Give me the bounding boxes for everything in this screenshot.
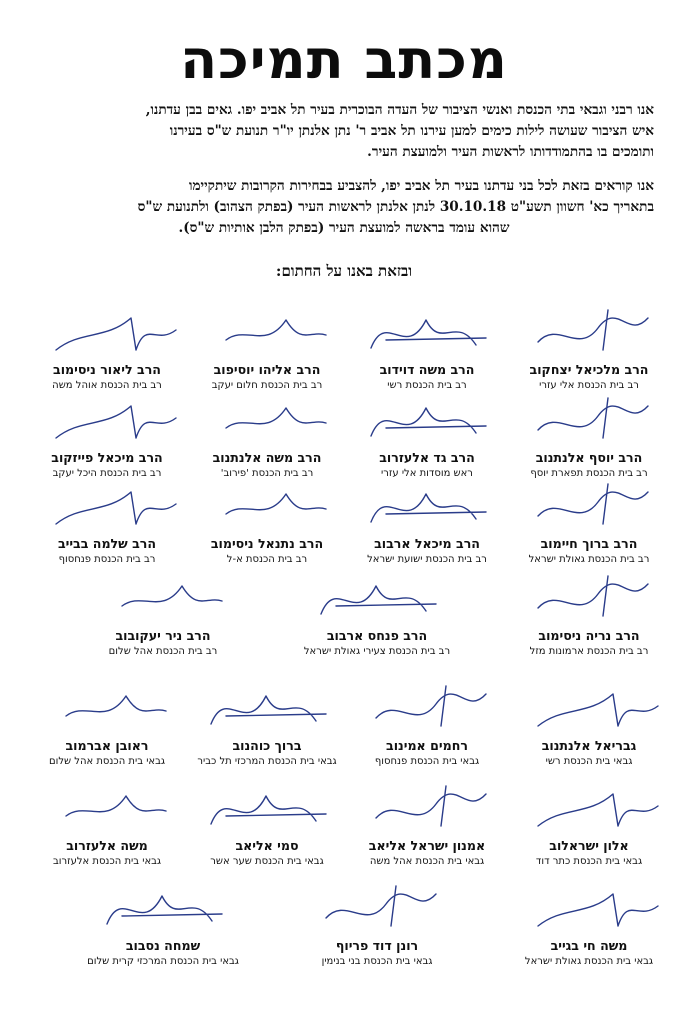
handwritten-signature (186, 676, 348, 740)
signature-stroke (66, 796, 166, 816)
vote-line: בתאריך כא' חשוון תשע"ט 30.10.18 לנתן אלנתן לראשות העיר (בפתק הצהוב) ולתנועת ש"ס (137, 199, 654, 215)
handwritten-signature (296, 566, 458, 630)
signer-role: גבאי בית הכנסת שער אשר (210, 856, 324, 867)
signer-name: הרב נריה ניסימוב (538, 628, 640, 643)
signature-stroke (538, 694, 658, 726)
handwritten-signature (296, 876, 458, 940)
signer-role: רב בית הכנסת היכל יעקב (52, 468, 162, 479)
signature-block (26, 388, 188, 488)
handwritten-signature (26, 388, 188, 452)
signature-block (508, 388, 670, 488)
signature-block (186, 776, 348, 876)
call-to-vote-paragraph (34, 176, 654, 239)
signature-stroke (538, 576, 648, 616)
handwritten-signature (346, 300, 508, 364)
signature-stroke (122, 586, 222, 606)
signature-stroke (538, 894, 658, 926)
handwritten-signature (346, 676, 508, 740)
signature-stroke (211, 796, 326, 824)
signature-block (26, 676, 188, 776)
intro-paragraph (34, 100, 654, 163)
signature-block (346, 776, 508, 876)
signer-role: רב בית הכנסת חלום יעקב (211, 380, 323, 391)
signature-block (186, 300, 348, 400)
signer-name: הרב מיכאל פייזקוב (51, 450, 163, 465)
handwritten-signature (346, 474, 508, 538)
signer-name: הרב ברוך חיימוב (540, 536, 638, 551)
handwritten-signature (186, 776, 348, 840)
signature-block (186, 474, 348, 574)
handwritten-signature (26, 474, 188, 538)
signature-block (508, 776, 670, 876)
signer-name: הרב יוסף אלנתנוב (535, 450, 643, 465)
signature-stroke (226, 494, 326, 514)
signer-role: גבאי בית הכנסת אהל משה (369, 856, 485, 867)
intro-line: ותומכים בו בהתמודדותו לראשות העיר ולמועצת העיר. (367, 144, 654, 160)
signature-block (296, 876, 458, 976)
signer-name: הרב משה אלנתנוב (212, 450, 322, 465)
signer-name: משה אלעזרוב (66, 838, 148, 853)
signer-role: ראש מוסדות אלי עזרי (381, 468, 473, 479)
signature-block (346, 676, 508, 776)
signer-role: גבאי בית הכנסת אהל שלום (48, 756, 166, 767)
signer-role: רב בית הכנסת צעירי גאולת ישראל (303, 646, 451, 657)
signature-stroke (376, 686, 486, 726)
signer-role: גבאי בית הכנסת המרכזי תל כביר (197, 756, 337, 767)
signer-name: גבריאל אלנתנוב (541, 738, 637, 753)
signer-role: רב בית הכנסת פנחסוף (58, 554, 156, 565)
handwritten-signature (508, 676, 670, 740)
signature-stroke (371, 494, 486, 522)
signer-role: רב בית הכנסת רשי (387, 380, 467, 391)
signature-block (26, 776, 188, 876)
handwritten-signature (346, 388, 508, 452)
handwritten-signature (186, 474, 348, 538)
signature-stroke (56, 318, 176, 350)
vote-line: שהוא עומד בראשה למועצת העיר (בפתק הלבן אותיות ש"ס). (178, 220, 510, 236)
handwritten-signature (508, 474, 670, 538)
signer-name: הרב פנחס ארבוב (326, 628, 428, 643)
signer-role: רב בית הכנסת אלי עזרי (539, 380, 639, 391)
signer-role: גבאי בית הכנסת גאולת ישראל (524, 956, 654, 967)
signer-name: הרב גד אלעזרוב (379, 450, 475, 465)
signer-name: רחמים אמינוב (386, 738, 468, 753)
signature-stroke (538, 310, 648, 350)
signer-name: אלון ישראלוב (549, 838, 629, 853)
handwritten-signature (186, 388, 348, 452)
signer-name: סמי אליאב (235, 838, 299, 853)
signature-stroke (326, 886, 436, 926)
signer-name: הרב ליאור ניסימוב (53, 362, 161, 377)
handwritten-signature (508, 776, 670, 840)
handwritten-signature (508, 876, 670, 940)
signer-role: גבאי בית הכנסת כתר דוד (535, 856, 643, 867)
signature-block (508, 566, 670, 666)
signer-name: הרב אליהו יוסיפוב (213, 362, 321, 377)
letter-title: מכתב תמיכה (180, 28, 508, 91)
signature-block (508, 876, 670, 976)
signature-stroke (376, 786, 486, 826)
signer-name: אמנון ישראל אליאב (368, 838, 486, 853)
signer-role: רב בית הכנסת א-ל (226, 554, 308, 565)
signed-heading: ובזאת באנו על החתום: (275, 262, 413, 280)
signature-stroke (538, 398, 648, 438)
signer-role: גבאי בית הכנסת רשי (545, 756, 633, 767)
handwritten-signature (508, 566, 670, 630)
signature-block (82, 876, 244, 976)
signer-name: הרב נתנאל ניסימוב (210, 536, 324, 551)
signer-name: ראובן אברמוב (65, 738, 149, 753)
signer-role: רב בית הכנסת ישועת ישראל (367, 554, 487, 565)
signer-name: הרב משה דוידוב (379, 362, 475, 377)
signer-name: הרב מיכאל ארבוב (374, 536, 480, 551)
handwritten-signature (26, 676, 188, 740)
signature-stroke (211, 696, 326, 724)
handwritten-signature (82, 566, 244, 630)
signature-block (508, 300, 670, 400)
signature-stroke (66, 696, 166, 716)
signature-block (346, 300, 508, 400)
signature-block (186, 676, 348, 776)
signer-role: גבאי בית הכנסת פנחסוף (374, 756, 480, 767)
signer-role: גבאי בית הכנסת אלעזרוב (52, 856, 162, 867)
handwritten-signature (508, 388, 670, 452)
intro-line: איש הציבור שעושה לילות כימים למען עירנו תל אביב ר' נתן אלנתן יו"ר תנועת ש"ס בעירנו (169, 123, 654, 139)
signer-role: גבאי בית הכנסת בני בנימין (321, 956, 433, 967)
signature-stroke (56, 492, 176, 524)
signer-role: רב בית הכנסת גאולת ישראל (528, 554, 650, 565)
signer-role: רב בית הכנסת 'פירוב' (220, 468, 314, 479)
signature-block (26, 300, 188, 400)
signature-block (508, 676, 670, 776)
signer-name: ברוך כוהנוב (232, 738, 302, 753)
signature-stroke (226, 320, 326, 340)
signature-stroke (107, 896, 222, 924)
signer-name: הרב מלכיאל יצחקוב (529, 362, 649, 377)
signer-role: רב בית הכנסת אוהל משה (52, 380, 162, 391)
signature-stroke (371, 320, 486, 348)
signer-role: רב בית הכנסת תפארת יוסף (530, 468, 648, 479)
handwritten-signature (186, 300, 348, 364)
signature-block (346, 388, 508, 488)
signature-block (26, 474, 188, 574)
signer-role: רב בית הכנסת אהל שלום (108, 646, 218, 657)
vote-line: אנו קוראים בזאת לכל בני עדתנו בעיר תל אביב יפו, להצביע בבחירות הקרובות שיתקיימו (189, 178, 654, 194)
signature-block (296, 566, 458, 666)
handwritten-signature (26, 300, 188, 364)
signature-block (186, 388, 348, 488)
signature-stroke (321, 586, 436, 614)
signer-role: גבאי בית הכנסת המרכזי קרית שלום (87, 956, 239, 967)
signer-name: משה חי בגייב (550, 938, 628, 953)
signature-stroke (226, 408, 326, 428)
signature-block (82, 566, 244, 666)
signer-name: הרב שלמה בבייב (57, 536, 157, 551)
signature-block (508, 474, 670, 574)
signature-stroke (371, 408, 486, 436)
signature-stroke (56, 406, 176, 438)
handwritten-signature (82, 876, 244, 940)
signature-stroke (538, 484, 648, 524)
signer-name: רונן דוד פריוף (335, 938, 419, 953)
intro-line: אנו רבני וגבאי בתי הכנסת ואנשי הציבור של העדה הבוכרית בעיר תל אביב יפו. גאים בבן עדתנו, (145, 102, 654, 118)
signer-name: שמחה נסבוב (125, 938, 201, 953)
handwritten-signature (346, 776, 508, 840)
signature-stroke (538, 794, 658, 826)
handwritten-signature (26, 776, 188, 840)
handwritten-signature (508, 300, 670, 364)
signer-role: רב בית הכנסת ארמונות מזל (529, 646, 649, 657)
signer-name: הרב ניר יעקובוב (115, 628, 211, 643)
signature-block (346, 474, 508, 574)
